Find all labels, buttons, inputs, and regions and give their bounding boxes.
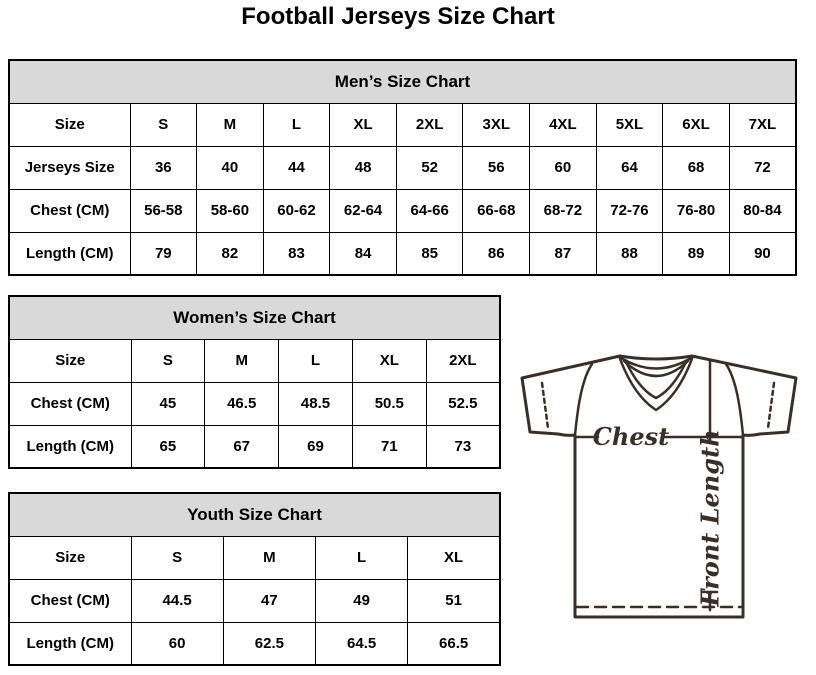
- page-title: Football Jerseys Size Chart: [241, 3, 555, 30]
- mens-row-label: Length (CM): [9, 232, 130, 275]
- right-armhole-seam-line: [726, 364, 743, 435]
- womens-row-label: Length (CM): [9, 425, 131, 468]
- womens-size-table: [8, 295, 501, 469]
- youth-size-table: [8, 492, 501, 666]
- youth-table-title: Youth Size Chart: [9, 493, 500, 536]
- mens-table-title: Men’s Size Chart: [9, 60, 796, 103]
- womens-row-label: Chest (CM): [9, 382, 131, 425]
- mens-size-cell: 2XL: [396, 103, 463, 146]
- womens-size-cell: 67: [205, 425, 279, 468]
- mens-size-cell: 66-68: [463, 189, 530, 232]
- mens-table-row: [9, 189, 796, 232]
- mens-size-cell: 79: [130, 232, 197, 275]
- womens-table-title: Women’s Size Chart: [9, 296, 500, 339]
- mens-size-cell: 36: [130, 146, 197, 189]
- mens-size-cell: 62-64: [330, 189, 397, 232]
- mens-size-cell: 6XL: [663, 103, 730, 146]
- womens-size-cell: 50.5: [352, 382, 426, 425]
- mens-size-cell: 4XL: [530, 103, 597, 146]
- mens-size-cell: 44: [263, 146, 330, 189]
- mens-size-cell: 76-80: [663, 189, 730, 232]
- mens-size-cell: 87: [530, 232, 597, 275]
- youth-row-label: Chest (CM): [9, 579, 131, 622]
- youth-table-row: [9, 579, 500, 622]
- womens-size-cell: XL: [352, 339, 426, 382]
- mens-size-cell: 3XL: [463, 103, 530, 146]
- mens-size-cell: 68-72: [530, 189, 597, 232]
- front-length-label: Front Length: [695, 429, 725, 607]
- youth-size-cell: 66.5: [408, 622, 500, 665]
- mens-size-cell: 84: [330, 232, 397, 275]
- mens-size-cell: 89: [663, 232, 730, 275]
- mens-size-cell: 82: [197, 232, 264, 275]
- mens-size-cell: 72-76: [596, 189, 663, 232]
- womens-size-cell: 45: [131, 382, 205, 425]
- youth-size-cell: 64.5: [316, 622, 408, 665]
- mens-size-cell: M: [197, 103, 264, 146]
- womens-size-cell: M: [205, 339, 279, 382]
- mens-size-cell: 80-84: [729, 189, 796, 232]
- womens-size-cell: 2XL: [426, 339, 500, 382]
- womens-size-cell: 69: [279, 425, 353, 468]
- youth-size-cell: XL: [408, 536, 500, 579]
- womens-size-cell: 48.5: [279, 382, 353, 425]
- youth-table-row: [9, 536, 500, 579]
- mens-size-cell: 88: [596, 232, 663, 275]
- jersey-measurement-diagram: [505, 335, 811, 625]
- womens-size-cell: 52.5: [426, 382, 500, 425]
- womens-table-row: [9, 425, 500, 468]
- mens-size-cell: 52: [396, 146, 463, 189]
- chest-label: Chest: [592, 422, 670, 451]
- mens-size-cell: 7XL: [729, 103, 796, 146]
- mens-size-cell: 64-66: [396, 189, 463, 232]
- mens-size-cell: 60-62: [263, 189, 330, 232]
- womens-size-cell: 71: [352, 425, 426, 468]
- mens-size-cell: 56-58: [130, 189, 197, 232]
- mens-row-label: Jerseys Size: [9, 146, 130, 189]
- mens-size-cell: 85: [396, 232, 463, 275]
- youth-table-row: [9, 622, 500, 665]
- left-armhole-seam-line: [575, 364, 592, 435]
- mens-size-cell: 60: [530, 146, 597, 189]
- mens-size-cell: 72: [729, 146, 796, 189]
- youth-size-cell: M: [223, 536, 315, 579]
- mens-size-cell: 68: [663, 146, 730, 189]
- womens-size-cell: 65: [131, 425, 205, 468]
- womens-size-cell: 73: [426, 425, 500, 468]
- mens-table-row: [9, 146, 796, 189]
- mens-size-cell: L: [263, 103, 330, 146]
- mens-size-table: [8, 59, 797, 276]
- womens-row-label: Size: [9, 339, 131, 382]
- youth-size-cell: 47: [223, 579, 315, 622]
- youth-size-cell: L: [316, 536, 408, 579]
- mens-size-cell: 48: [330, 146, 397, 189]
- mens-size-cell: S: [130, 103, 197, 146]
- mens-size-cell: 58-60: [197, 189, 264, 232]
- womens-size-cell: L: [279, 339, 353, 382]
- mens-size-cell: 83: [263, 232, 330, 275]
- mens-size-cell: 64: [596, 146, 663, 189]
- youth-size-cell: S: [131, 536, 223, 579]
- mens-size-cell: 86: [463, 232, 530, 275]
- womens-size-cell: 46.5: [205, 382, 279, 425]
- youth-size-cell: 49: [316, 579, 408, 622]
- mens-size-cell: 56: [463, 146, 530, 189]
- mens-row-label: Chest (CM): [9, 189, 130, 232]
- mens-size-cell: 90: [729, 232, 796, 275]
- mens-table-row: [9, 232, 796, 275]
- womens-size-cell: S: [131, 339, 205, 382]
- youth-size-cell: 44.5: [131, 579, 223, 622]
- left-cuff-stitch-dashed-line: [542, 383, 548, 428]
- mens-size-cell: XL: [330, 103, 397, 146]
- womens-table-row: [9, 339, 500, 382]
- mens-size-cell: 40: [197, 146, 264, 189]
- mens-size-cell: 5XL: [596, 103, 663, 146]
- right-cuff-stitch-dashed-line: [768, 383, 774, 428]
- youth-size-cell: 60: [131, 622, 223, 665]
- youth-size-cell: 62.5: [223, 622, 315, 665]
- youth-size-cell: 51: [408, 579, 500, 622]
- womens-table-row: [9, 382, 500, 425]
- youth-row-label: Size: [9, 536, 131, 579]
- youth-row-label: Length (CM): [9, 622, 131, 665]
- mens-table-row: [9, 103, 796, 146]
- mens-row-label: Size: [9, 103, 130, 146]
